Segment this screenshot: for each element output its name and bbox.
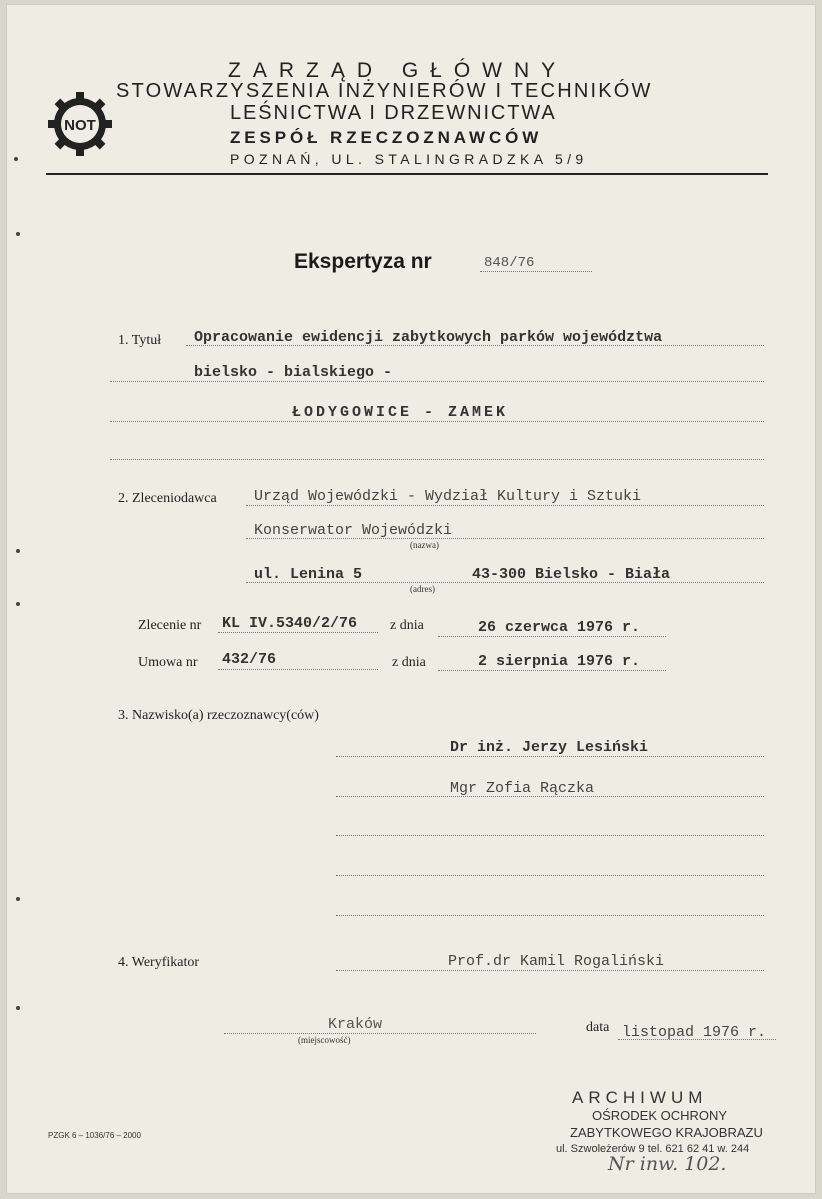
stamp-line-2: OŚRODEK OCHRONY	[592, 1108, 728, 1123]
expert-2: Mgr Zofia Rączka	[450, 780, 595, 797]
date-label: data	[586, 1020, 610, 1035]
header-line-4: ZESPÓŁ RZECZOZNAWCÓW	[230, 128, 543, 147]
punch-mark	[16, 602, 20, 606]
place: Kraków	[328, 1016, 383, 1033]
print-code: PZGK 6 – 1036/76 – 2000	[48, 1131, 141, 1140]
client-label: 2. Zleceniodawca	[118, 491, 217, 506]
expert-1: Dr inż. Jerzy Lesiński	[450, 739, 649, 756]
client-address-city: 43-300 Bielsko - Biała	[472, 566, 671, 583]
title-label: 1. Tytuł	[118, 333, 162, 348]
header-line-5: POZNAŃ, UL. STALINGRADZKA 5/9	[230, 151, 588, 167]
document-page	[6, 4, 816, 1194]
client-name-caption: (nazwa)	[410, 540, 439, 550]
stamp-line-3: ZABYTKOWEGO KRAJOBRAZU	[570, 1125, 763, 1140]
header-line-2: STOWARZYSZENIA INŻYNIERÓW I TECHNIKÓW	[116, 80, 653, 102]
client-name-line-2: Konserwator Wojewódzki	[254, 522, 453, 539]
client-address-caption: (adres)	[410, 584, 435, 594]
order-date: 26 czerwca 1976 r.	[478, 619, 641, 636]
document-title: Ekspertyza nr	[294, 250, 432, 273]
not-logo-icon	[44, 88, 116, 160]
contract-label: Umowa nr	[138, 655, 198, 670]
stamp-line-4: ul. Szwoleżerów 9 tel. 621 62 41 w. 244	[556, 1143, 750, 1155]
order-number: KL IV.5340/2/76	[222, 615, 358, 632]
client-address-street: ul. Lenina 5	[254, 566, 363, 583]
title-line-2: bielsko - bialskiego -	[194, 364, 393, 381]
svg-text:NOT: NOT	[64, 117, 96, 134]
contract-date: 2 sierpnia 1976 r.	[478, 653, 641, 670]
header-line-3: LEŚNICTWA I DRZEWNICTWA	[230, 102, 557, 124]
verifier-label: 4. Weryfikator	[118, 955, 200, 970]
punch-mark	[16, 232, 20, 236]
verifier-name: Prof.dr Kamil Rogaliński	[448, 953, 665, 970]
header-rule	[46, 173, 768, 175]
date-value: listopad 1976 r.	[622, 1024, 767, 1041]
punch-mark	[16, 897, 20, 901]
header-line-1: ZARZĄD GŁÓWNY	[228, 59, 568, 82]
experts-label: 3. Nazwisko(a) rzeczoznawcy(ców)	[118, 708, 319, 723]
place-caption: (miejscowość)	[298, 1035, 351, 1045]
contract-number: 432/76	[222, 651, 277, 668]
contract-date-label: z dnia	[392, 655, 426, 670]
punch-mark	[16, 549, 20, 553]
title-line-1: Opracowanie ewidencji zabytkowych parków województwa	[194, 329, 663, 346]
client-name-line-1: Urząd Wojewódzki - Wydział Kultury i Sztuki	[254, 488, 642, 505]
handwritten-inventory-number: Nr inw. 102.	[608, 1153, 727, 1175]
document-number: 848/76	[484, 255, 535, 271]
order-label: Zlecenie nr	[138, 618, 202, 633]
punch-mark	[16, 1006, 20, 1010]
title-line-3: ŁODYGOWICE - ZAMEK	[292, 404, 509, 421]
punch-mark	[14, 157, 18, 161]
order-date-label: z dnia	[390, 618, 424, 633]
stamp-line-1: ARCHIWUM	[572, 1088, 708, 1107]
